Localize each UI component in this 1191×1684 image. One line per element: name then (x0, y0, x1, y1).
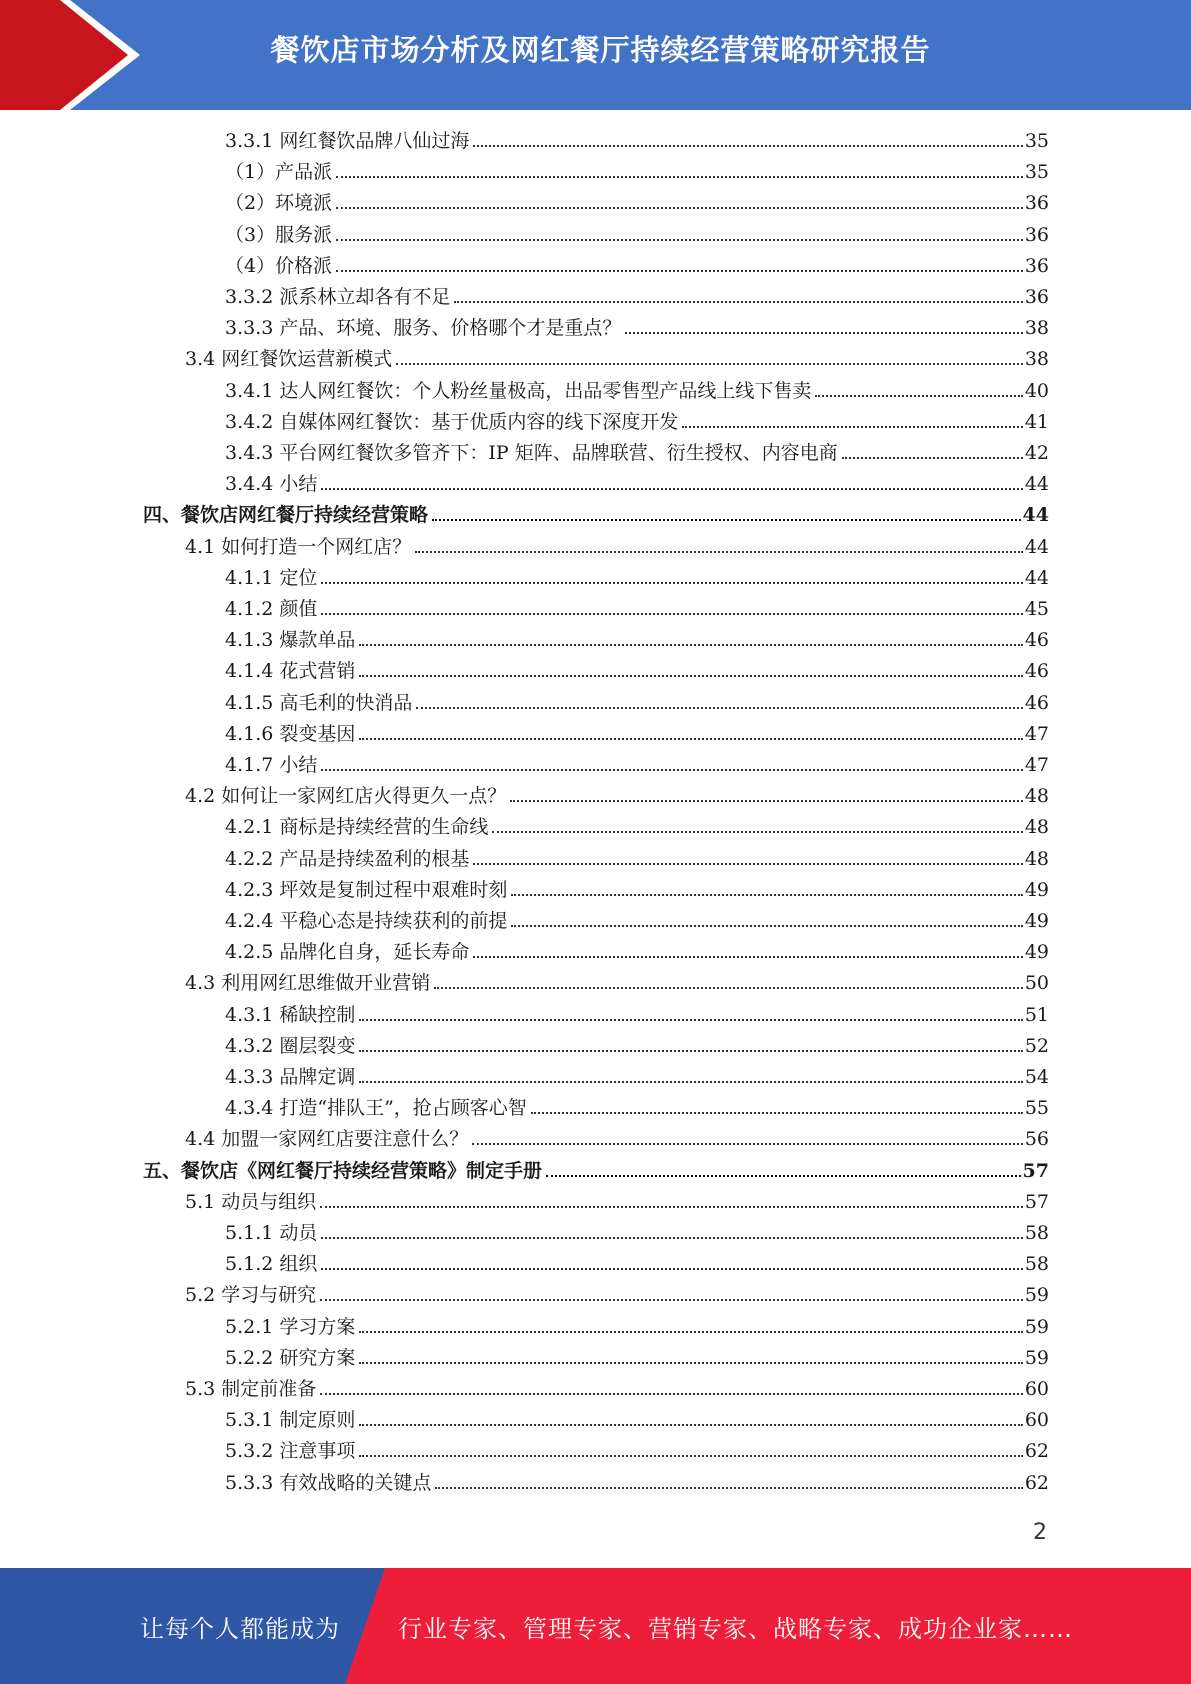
toc-entry-title: 五、餐饮店《网红餐厅持续经营策略》制定手册 (143, 1159, 543, 1182)
toc-entry-title: 5.2.1 学习方案 (225, 1315, 356, 1338)
toc-entry-page: 55 (1024, 1097, 1049, 1120)
toc-entry[interactable] (185, 1126, 1049, 1152)
toc-entry-title: 4.1.7 小结 (225, 754, 318, 776)
toc-entry-page: 40 (1024, 379, 1049, 402)
toc-entry[interactable] (225, 315, 1049, 341)
toc-entry[interactable] (225, 378, 1049, 404)
page-header (0, 0, 1191, 110)
toc-entry[interactable] (225, 565, 1049, 591)
toc-dot-leader (321, 769, 1022, 771)
toc-dot-leader (396, 363, 1023, 365)
toc-entry[interactable] (225, 1095, 1049, 1121)
toc-entry-page: 54 (1024, 1066, 1049, 1088)
toc-dot-leader (432, 519, 1021, 521)
toc-entry-page: 41 (1024, 410, 1049, 433)
toc-entry-title: 4.1.5 高毛利的快消品 (225, 691, 413, 714)
toc-entry[interactable] (225, 284, 1049, 310)
toc-entry-page: 57 (1024, 1190, 1049, 1213)
toc-dot-leader (473, 863, 1022, 865)
toc-entry-title: 4.1.4 花式营销 (225, 660, 356, 683)
toc-entry-page: 52 (1024, 1034, 1049, 1057)
toc-entry-title: 3.4.2 自媒体网红餐饮：基于优质内容的线下深度开发 (225, 410, 679, 433)
toc-dot-leader (320, 1299, 1023, 1301)
page-number: 2 (1033, 1520, 1047, 1545)
toc-dot-leader (510, 800, 1023, 802)
toc-entry[interactable] (225, 658, 1049, 684)
toc-entry-title: 4.1.6 裂变基因 (225, 722, 356, 745)
toc-entry[interactable] (225, 846, 1049, 872)
toc-entry-title: （3）服务派 (225, 223, 333, 246)
toc-entry[interactable] (225, 1407, 1049, 1433)
toc-entry-page: 38 (1024, 317, 1049, 340)
toc-entry-page: 56 (1024, 1128, 1049, 1151)
toc-entry-page: 36 (1024, 192, 1049, 215)
toc-entry-page: 44 (1024, 535, 1049, 558)
toc-entry-page: 35 (1024, 161, 1049, 184)
toc-dot-leader (473, 956, 1022, 958)
toc-entry-title: 4.1.3 爆款单品 (225, 629, 356, 652)
toc-entry[interactable] (225, 1314, 1049, 1340)
toc-dot-leader (492, 831, 1022, 833)
toc-dot-leader (359, 738, 1022, 740)
toc-entry-title: 4.2.5 品牌化自身，延长寿命 (225, 941, 470, 964)
toc-dot-leader (359, 644, 1022, 646)
toc-entry-title: 4.3.3 品牌定调 (225, 1066, 356, 1088)
toc-entry[interactable] (225, 190, 1049, 216)
toc-entry-title: 3.4.3 平台网红餐饮多管齐下：IP 矩阵、品牌联营、衍生授权、内容电商 (225, 442, 838, 464)
toc-entry[interactable] (225, 939, 1049, 965)
toc-dot-leader (321, 488, 1022, 490)
toc-dot-leader (359, 1331, 1022, 1333)
toc-entry-page: 46 (1024, 691, 1049, 714)
toc-entry-page: 60 (1024, 1409, 1049, 1432)
toc-entry[interactable] (225, 908, 1049, 934)
toc-entry-page: 59 (1024, 1346, 1049, 1369)
toc-entry-page: 42 (1024, 442, 1049, 464)
toc-entry-title: 5.2 学习与研究 (185, 1284, 317, 1307)
toc-entry-title: （1）产品派 (225, 161, 333, 184)
toc-entry-title: 5.3.2 注意事项 (225, 1440, 356, 1463)
toc-dot-leader (472, 1143, 1023, 1145)
toc-entry[interactable] (225, 440, 1049, 466)
toc-dot-leader (531, 1112, 1023, 1114)
toc-entry-page: 36 (1024, 254, 1049, 277)
toc-entry-title: 5.3.1 制定原则 (225, 1409, 356, 1432)
toc-entry-title: （2）环境派 (225, 192, 333, 215)
toc-dot-leader (511, 894, 1022, 896)
toc-dot-leader (416, 707, 1022, 709)
toc-entry-page: 45 (1024, 598, 1049, 620)
toc-entry[interactable] (225, 690, 1049, 716)
toc-dot-leader (321, 613, 1022, 615)
toc-entry[interactable] (225, 1220, 1049, 1246)
toc-entry-page: 44 (1022, 504, 1049, 527)
toc-entry-title: 四、餐饮店网红餐厅持续经营策略 (143, 504, 429, 527)
toc-entry-page: 59 (1024, 1284, 1049, 1307)
toc-entry-title: 5.2.2 研究方案 (225, 1346, 356, 1369)
toc-entry-title: 4.2.2 产品是持续盈利的根基 (225, 847, 470, 870)
toc-entry-title: 4.2.4 平稳心态是持续获利的前提 (225, 910, 508, 932)
toc-dot-leader (511, 925, 1022, 927)
toc-entry[interactable] (225, 1002, 1049, 1028)
toc-entry-title: 5.1 动员与组织 (185, 1190, 317, 1213)
toc-entry-title: 4.3 利用网红思维做开业营销 (185, 972, 431, 995)
toc-dot-leader (359, 1362, 1022, 1364)
toc-entry[interactable] (225, 128, 1049, 154)
toc-dot-leader (321, 1237, 1022, 1239)
toc-entry-title: 4.3.2 圈层裂变 (225, 1034, 356, 1057)
toc-entry-page: 48 (1024, 847, 1049, 870)
toc-entry[interactable] (225, 752, 1049, 778)
toc-entry-page: 48 (1024, 785, 1049, 808)
toc-entry[interactable] (225, 1470, 1049, 1496)
toc-dot-leader (320, 1206, 1023, 1208)
toc-entry-page: 62 (1024, 1440, 1049, 1463)
document-title: 餐饮店市场分析及网红餐厅持续经营策略研究报告 (270, 33, 931, 67)
toc-dot-leader (359, 675, 1022, 677)
toc-entry-page: 49 (1024, 910, 1049, 932)
toc-dot-leader (546, 1175, 1021, 1177)
toc-entry[interactable] (225, 1438, 1049, 1464)
toc-entry[interactable] (185, 346, 1049, 372)
toc-entry[interactable] (225, 471, 1049, 497)
toc-entry-title: 4.3.4 打造“排队王”，抢占顾客心智 (225, 1097, 527, 1120)
toc-entry[interactable] (143, 1158, 1049, 1184)
toc-dot-leader (625, 332, 1022, 334)
toc-dot-leader (321, 582, 1022, 584)
toc-entry[interactable] (225, 1345, 1049, 1371)
toc-dot-leader (842, 457, 1023, 459)
toc-entry[interactable] (225, 409, 1049, 435)
toc-entry[interactable] (143, 502, 1049, 528)
toc-entry-page: 58 (1024, 1222, 1049, 1244)
footer-slogan-left: 让每个人都能成为 (140, 1615, 340, 1643)
toc-entry-page: 46 (1024, 660, 1049, 683)
header-arrow-icon (0, 0, 160, 110)
toc-entry[interactable] (225, 1064, 1049, 1090)
toc-entry-page: 59 (1024, 1315, 1049, 1338)
toc-entry-title: 5.3 制定前准备 (185, 1378, 317, 1400)
toc-dot-leader (336, 239, 1023, 241)
toc-entry[interactable] (185, 1376, 1049, 1402)
toc-entry-page: 49 (1024, 941, 1049, 964)
toc-entry-page: 38 (1024, 348, 1049, 371)
toc-entry-page: 49 (1024, 878, 1049, 901)
toc-entry-page: 44 (1024, 566, 1049, 589)
toc-entry-page: 44 (1024, 473, 1049, 496)
toc-entry[interactable] (185, 1189, 1049, 1215)
toc-entry-page: 62 (1024, 1471, 1049, 1494)
toc-entry-title: 4.4 加盟一家网红店要注意什么？ (185, 1128, 469, 1151)
toc-dot-leader (815, 395, 1022, 397)
toc-entry[interactable] (225, 814, 1049, 840)
toc-entry-page: 57 (1022, 1159, 1049, 1182)
toc-entry-page: 36 (1024, 286, 1049, 308)
toc-entry[interactable] (225, 1251, 1049, 1277)
toc-dot-leader (454, 301, 1022, 303)
toc-dot-leader (359, 1081, 1022, 1083)
toc-entry-page: 36 (1024, 223, 1049, 246)
toc-entry[interactable] (185, 1282, 1049, 1308)
toc-entry[interactable] (225, 721, 1049, 747)
toc-entry-title: 5.1.1 动员 (225, 1222, 318, 1244)
toc-entry[interactable] (225, 1033, 1049, 1059)
toc-entry-page: 50 (1024, 972, 1049, 995)
toc-entry[interactable] (185, 970, 1049, 996)
toc-dot-leader (434, 987, 1023, 989)
toc-dot-leader (321, 1268, 1022, 1270)
toc-entry-title: 4.2.1 商标是持续经营的生命线 (225, 816, 489, 839)
toc-entry[interactable] (225, 627, 1049, 653)
toc-entry-title: 3.4.4 小结 (225, 473, 318, 496)
toc-entry[interactable] (225, 222, 1049, 248)
toc-dot-leader (682, 426, 1022, 428)
toc-entry-page: 48 (1024, 816, 1049, 839)
toc-dot-leader (415, 551, 1023, 553)
toc-entry-page: 60 (1024, 1378, 1049, 1400)
toc-dot-leader (336, 207, 1023, 209)
toc-entry-page: 35 (1024, 130, 1049, 152)
toc-entry-title: 3.3.2 派系林立却各有不足 (225, 286, 451, 308)
toc-entry-title: 5.1.2 组织 (225, 1253, 318, 1276)
toc-entry-title: 4.2 如何让一家网红店火得更久一点？ (185, 785, 507, 808)
toc-entry-title: 3.4.1 达人网红餐饮：个人粉丝量极高，出品零售型产品线上线下售卖 (225, 379, 812, 402)
toc-entry-page: 47 (1024, 722, 1049, 745)
toc-entry-title: 5.3.3 有效战略的关键点 (225, 1471, 432, 1494)
footer-slogan-right: 行业专家、管理专家、营销专家、战略专家、成功企业家…… (398, 1615, 1073, 1643)
toc-entry-title: 3.3.1 网红餐饮品牌八仙过海 (225, 130, 470, 152)
toc-dot-leader (359, 1455, 1022, 1457)
toc-entry-page: 46 (1024, 629, 1049, 652)
toc-dot-leader (359, 1019, 1022, 1021)
toc-dot-leader (320, 1393, 1023, 1395)
toc-dot-leader (473, 145, 1022, 147)
toc-entry-title: 3.4 网红餐饮运营新模式 (185, 348, 393, 371)
toc-entry[interactable] (225, 253, 1049, 279)
toc-entry-title: 4.1.1 定位 (225, 566, 318, 589)
toc-entry[interactable] (185, 783, 1049, 809)
toc-entry-page: 51 (1024, 1003, 1049, 1026)
toc-entry-page: 47 (1024, 754, 1049, 776)
toc-entry[interactable] (225, 159, 1049, 185)
toc-entry-title: （4）价格派 (225, 254, 333, 277)
toc-dot-leader (336, 270, 1023, 272)
toc-entry-title: 4.2.3 坪效是复制过程中艰难时刻 (225, 878, 508, 901)
toc-dot-leader (435, 1487, 1022, 1489)
toc-entry-title: 3.3.3 产品、环境、服务、价格哪个才是重点？ (225, 317, 622, 340)
toc-entry-title: 4.1 如何打造一个网红店？ (185, 535, 412, 558)
toc-entry-title: 4.1.2 颜值 (225, 598, 318, 620)
toc-dot-leader (336, 176, 1023, 178)
toc-dot-leader (359, 1424, 1022, 1426)
page-footer (0, 1568, 1191, 1684)
toc-entry[interactable] (225, 877, 1049, 903)
toc-entry[interactable] (225, 596, 1049, 622)
toc-entry-title: 4.3.1 稀缺控制 (225, 1003, 356, 1026)
toc-dot-leader (359, 1050, 1022, 1052)
toc-entry-page: 58 (1024, 1253, 1049, 1276)
toc-entry[interactable] (185, 534, 1049, 560)
